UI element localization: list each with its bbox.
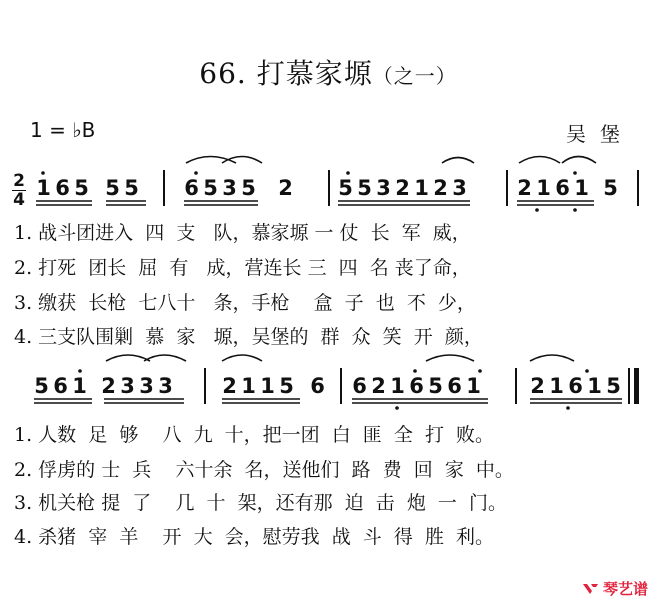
- note: 3: [376, 175, 391, 200]
- composer-credit: 吴堡: [566, 122, 634, 146]
- barline: [204, 368, 206, 404]
- note: 6: [352, 373, 367, 398]
- time-signature: [12, 172, 26, 209]
- note: 6: [409, 373, 424, 398]
- lyric-line: 2. 打死 团长 屈 有 成，营连长 三 四 名 丧了命，: [14, 257, 471, 279]
- note: 2: [395, 175, 410, 200]
- note: 2: [222, 373, 237, 398]
- barline: [340, 368, 342, 404]
- measure-2-4: [528, 368, 623, 404]
- note: 5: [603, 175, 618, 200]
- final-barline-thick: [634, 368, 639, 404]
- measure-1-4: [515, 170, 620, 206]
- note: 6: [568, 373, 583, 398]
- measure-1-2: [182, 170, 295, 206]
- song-title: [0, 52, 656, 92]
- note: 2: [278, 175, 293, 200]
- measure-2-1: [32, 368, 175, 404]
- note: 2: [517, 175, 532, 200]
- note: 1: [587, 373, 602, 398]
- site-logo: [582, 578, 648, 599]
- note: 1: [536, 175, 551, 200]
- note: 2: [101, 373, 116, 398]
- note: 3: [158, 373, 173, 398]
- note: 1: [574, 175, 589, 200]
- note: 1: [549, 373, 564, 398]
- logo-icon: [582, 582, 600, 596]
- final-barline-thin: [628, 368, 630, 404]
- note: 6: [55, 175, 70, 200]
- note: 6: [53, 373, 68, 398]
- note: 6: [184, 175, 199, 200]
- barline: [637, 170, 639, 206]
- note: 1: [36, 175, 51, 200]
- time-bottom: 4: [13, 190, 25, 210]
- measure-1-1: [34, 170, 141, 206]
- barline: [506, 170, 508, 206]
- note: 6: [555, 175, 570, 200]
- note: 5: [74, 175, 89, 200]
- staff-row-1: [0, 170, 656, 210]
- note: 1: [72, 373, 87, 398]
- key-signature: 1 = ♭B: [30, 118, 96, 142]
- note: 5: [428, 373, 443, 398]
- note: 5: [241, 175, 256, 200]
- barline: [328, 170, 330, 206]
- note: 5: [606, 373, 621, 398]
- watermark-text: 琴艺谱: [602, 580, 648, 598]
- note: 5: [338, 175, 353, 200]
- note: 6: [310, 373, 325, 398]
- lyric-line: 4. 杀猪 宰 羊 开 大 会，慰劳我 战 斗 得 胜 利。: [14, 526, 495, 548]
- lyric-line: 3. 缴获 长枪 七八十 条，手枪 盒 子 也 不 少，: [14, 292, 476, 314]
- note: 3: [139, 373, 154, 398]
- lyric-line: 3. 机关枪 提 了 几 十 架，还有那 迫 击 炮 一 门。: [14, 492, 507, 514]
- measure-2-2: [220, 368, 327, 404]
- note: 2: [530, 373, 545, 398]
- title-text: 66. 打慕家塬: [199, 57, 373, 90]
- note: 1: [414, 175, 429, 200]
- note: 2: [433, 175, 448, 200]
- lyric-line: 1. 人数 足 够 八 九 十，把一团 白 匪 全 打 败。: [14, 424, 495, 446]
- note: 6: [447, 373, 462, 398]
- note: 5: [105, 175, 120, 200]
- subtitle-text: （之一）: [372, 64, 457, 88]
- note: 3: [222, 175, 237, 200]
- note: 5: [124, 175, 139, 200]
- note: 2: [371, 373, 386, 398]
- note: 5: [34, 373, 49, 398]
- note: 1: [466, 373, 481, 398]
- note: 1: [260, 373, 275, 398]
- note: 1: [241, 373, 256, 398]
- note: 3: [120, 373, 135, 398]
- barline: [163, 170, 165, 206]
- note: 1: [390, 373, 405, 398]
- staff-row-2: [0, 368, 656, 408]
- lyric-line: 1. 战斗团进入 四 支 队，慕家塬 一 仗 长 军 威，: [14, 222, 471, 244]
- note: 5: [357, 175, 372, 200]
- note: 3: [452, 175, 467, 200]
- measure-1-3: [336, 170, 469, 206]
- note: 5: [279, 373, 294, 398]
- time-top: 2: [13, 171, 25, 191]
- note: 5: [203, 175, 218, 200]
- lyric-line: 2. 俘虏的 士 兵 六十余 名，送他们 路 费 回 家 中。: [14, 459, 514, 481]
- lyric-line: 4. 三支队围剿 慕 家 塬，吴堡的 群 众 笑 开 颜，: [14, 326, 483, 348]
- measure-2-3: [350, 368, 483, 404]
- barline: [515, 368, 517, 404]
